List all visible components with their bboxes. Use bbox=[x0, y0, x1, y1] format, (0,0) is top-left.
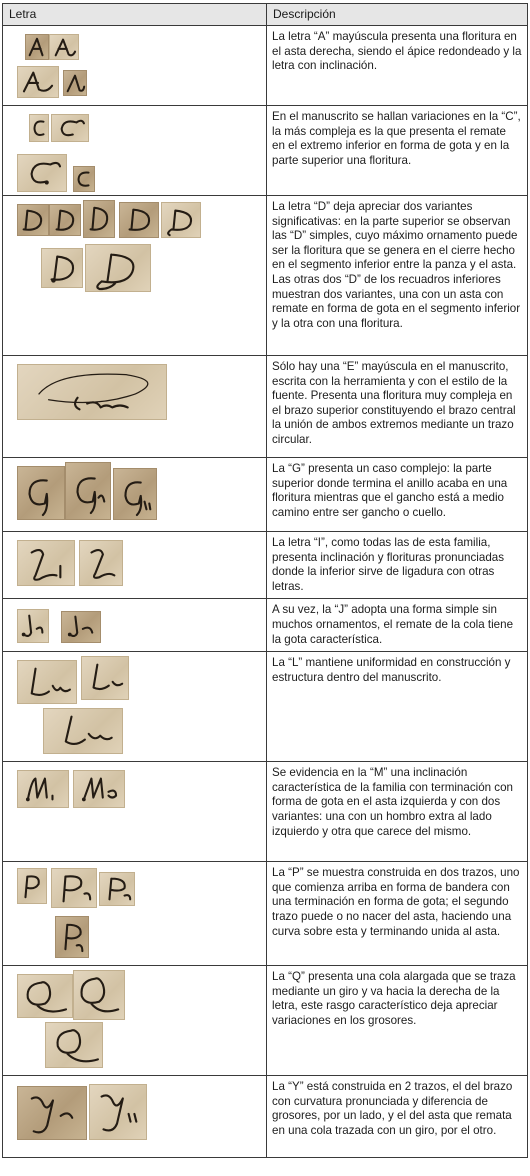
description-c: En el manuscrito se hallan variaciones en la “C”, la más compleja es la que presenta el remate en el extremo inferior en forma de gota y en la parte superior una floritura. bbox=[267, 106, 528, 196]
samples-cell-j bbox=[3, 599, 267, 652]
sample-image bbox=[89, 1084, 147, 1140]
table-row-d bbox=[3, 196, 528, 356]
description-j: A su vez, la “J” adopta una forma simple sin muchos ornamentos, el remate de la cola tiene la gota característica. bbox=[267, 599, 528, 652]
description-l: La “L” mantiene uniformidad en construcción y estructura dentro del manuscrito. bbox=[267, 652, 528, 762]
description-a: La letra “A” mayúscula presenta una floritura en el asta derecha, siendo el ápice redondeado y la letra con inclinación. bbox=[267, 26, 528, 106]
sample-image bbox=[73, 970, 125, 1020]
sample-image bbox=[25, 34, 49, 60]
table-row-m bbox=[3, 762, 528, 862]
sample-image bbox=[55, 916, 89, 958]
table-row-c bbox=[3, 106, 528, 196]
table-row-i bbox=[3, 532, 528, 599]
sample-image bbox=[49, 34, 79, 60]
description-q: La “Q” presenta una cola alargada que se traza mediante un giro y va hacia la derecha de la letra, este rasgo característico deja apreciar variaciones en los grosores. bbox=[267, 966, 528, 1076]
sample-image bbox=[17, 609, 49, 643]
table-row-a bbox=[3, 26, 528, 106]
description-m: Se evidencia en la “M” una inclinación característica de la familia con terminación con forma de gota en el asta izquierda y con dos variantes: una con un hombro extra al lado izquierdo y otra que carece del mismo. bbox=[267, 762, 528, 862]
sample-image bbox=[99, 872, 135, 906]
samples-cell-i bbox=[3, 532, 267, 599]
samples-cell-q bbox=[3, 966, 267, 1076]
description-e: Sólo hay una “E” mayúscula en el manuscrito, escrita con la herramienta y con el estilo de la fuente. Presenta una floritura muy compleja en el brazo superior constituyendo el brazo central la unión de ambos extremos mediante un trazo circular. bbox=[267, 356, 528, 458]
table-row-g bbox=[3, 458, 528, 532]
sample-image bbox=[17, 466, 65, 520]
sample-image bbox=[61, 611, 101, 643]
sample-image bbox=[17, 974, 73, 1018]
description-p: La “P” se muestra construida en dos trazos, uno que comienza arriba en forma de bandera con una terminación en forma de gota; el segundo trazo puede o no nacer del asta, haciendo una curva sobre esta y terminando unida al asta. bbox=[267, 862, 528, 966]
samples-cell-p bbox=[3, 862, 267, 966]
table-row-y bbox=[3, 1076, 528, 1158]
letters-table bbox=[2, 3, 528, 1158]
sample-image bbox=[45, 1022, 103, 1068]
sample-image bbox=[17, 770, 69, 808]
sample-image bbox=[17, 154, 67, 192]
description-g: La “G” presenta un caso complejo: la parte superior donde termina el anillo acaba en una floritura mientras que el gancho está a medio camino entre ser gancho o cuello. bbox=[267, 458, 528, 532]
header-description: Descripción bbox=[267, 4, 528, 26]
sample-image bbox=[29, 114, 49, 142]
header-letter: Letra bbox=[3, 4, 267, 26]
table-row-p bbox=[3, 862, 528, 966]
samples-cell-l bbox=[3, 652, 267, 762]
sample-image bbox=[17, 660, 77, 704]
description-y: La “Y” está construida en 2 trazos, el del brazo con curvatura pronunciada y diferencia de grosores, por un lado, y el del asta que remata en una cola trazada con un giro, por el otro. bbox=[267, 1076, 528, 1158]
table-header-row bbox=[3, 4, 528, 26]
sample-image bbox=[51, 114, 89, 142]
sample-image bbox=[83, 200, 115, 238]
table-row-j bbox=[3, 599, 528, 652]
samples-cell-g bbox=[3, 458, 267, 532]
sample-image bbox=[17, 204, 49, 236]
sample-image bbox=[17, 540, 75, 586]
description-i: La letra “I”, como todas las de esta familia, presenta inclinación y florituras pronunciadas donde la inferior sirve de ligadura con otras letras. bbox=[267, 532, 528, 599]
samples-cell-a bbox=[3, 26, 267, 106]
sample-image bbox=[17, 364, 167, 420]
samples-cell-d bbox=[3, 196, 267, 356]
table-row-e bbox=[3, 356, 528, 458]
table-row-l bbox=[3, 652, 528, 762]
samples-cell-m bbox=[3, 762, 267, 862]
sample-image bbox=[113, 468, 157, 520]
sample-image bbox=[41, 248, 83, 288]
table-row-q bbox=[3, 966, 528, 1076]
sample-image bbox=[73, 166, 95, 192]
sample-image bbox=[161, 202, 201, 238]
sample-image bbox=[81, 656, 129, 700]
sample-image bbox=[63, 70, 87, 96]
samples-cell-c bbox=[3, 106, 267, 196]
sample-image bbox=[65, 462, 111, 520]
sample-image bbox=[73, 770, 125, 808]
samples-cell-y bbox=[3, 1076, 267, 1158]
sample-image bbox=[17, 66, 59, 98]
sample-image bbox=[79, 540, 123, 586]
sample-image bbox=[49, 204, 81, 236]
description-d: La letra “D” deja apreciar dos variantes significativas: en la parte superior se observan las “D” simples, cuyo máximo ornamento puede ser la floritura que se genera en el cierre hecho en el segmento inferior entre la panza y el asta. Las otras dos “D” de los recuadros inferiores muestran dos variantes, una con un asta con remate en forma de gota en el segmento inferior y la otra con una floritura. bbox=[267, 196, 528, 356]
sample-image bbox=[43, 708, 123, 754]
sample-image bbox=[85, 244, 151, 292]
sample-image bbox=[51, 868, 97, 908]
sample-image bbox=[119, 202, 159, 238]
sample-image bbox=[17, 868, 47, 904]
sample-image bbox=[17, 1086, 87, 1140]
samples-cell-e bbox=[3, 356, 267, 458]
